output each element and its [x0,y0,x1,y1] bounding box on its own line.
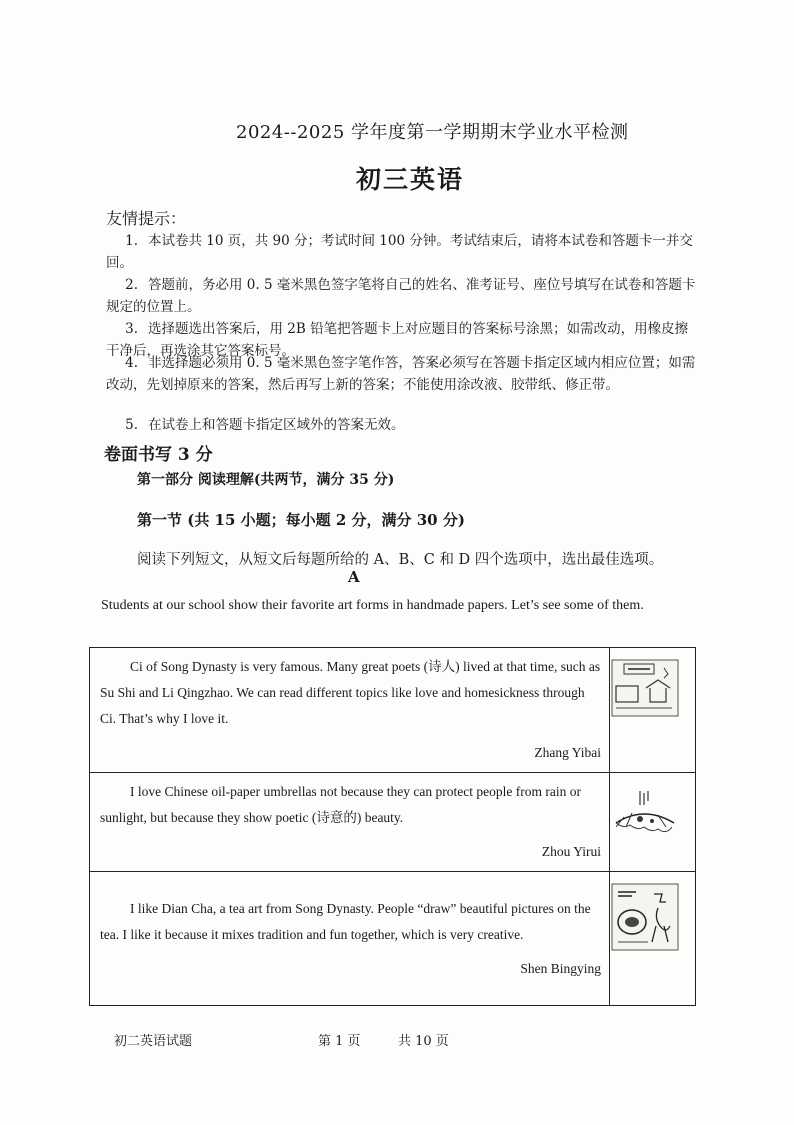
tip-item [106,414,696,436]
entry-text-cell [90,648,610,773]
table-row [90,648,696,773]
passage-letter: A [348,568,360,586]
art-forms-table [89,647,696,1006]
handwriting-score-line: 卷面书写 3 分 [104,445,213,465]
footer-total-pages: 共 10 页 [398,1034,449,1049]
umbrella-drawing-picture [610,783,680,843]
reading-instruction: 阅读下列短文，从短文后每题所给的 A、B、C 和 D 四个选项中，选出最佳选项。 [137,552,664,568]
table-row [90,872,696,1006]
entry-text: I love Chinese oil-paper umbrellas not because they can protect people from rain or sunlight, but because they show poetic (诗意的) beauty. [100,784,581,825]
tip-number: 5. [125,417,138,433]
tip-text: 答题前，务必用 0. 5 毫米黑色签字笔将自己的姓名、准考证号、座位号填写在试卷和答题卡规定的位置上。 [106,277,696,315]
passage-intro: Students at our school show their favorite art forms in handmade papers. Let’s see some of them. [101,598,644,613]
entry-picture-cell [610,773,696,872]
tip-item [106,230,696,274]
exam-subject: 初三英语 [356,165,465,194]
entry-picture-cell [610,648,696,773]
entry-text: I like Dian Cha, a tea art from Song Dynasty. People “draw” beautiful pictures on the tea. I like it because it mixes tradition and fun together, which is very creative. [100,901,591,942]
tip-text: 在试卷上和答题卡指定区域外的答案无效。 [148,417,405,433]
footer-subject: 初二英语试题 [114,1034,193,1049]
tip-text: 选择题选出答案后，用 2B 铅笔把答题卡上对应题目的答案标号涂黑；如需改动，用橡皮擦干净后，再选涂其它答案标号。 [106,321,689,359]
entry-author: Zhou Yirui [541,844,601,859]
footer-page: 第 1 页 [318,1034,361,1049]
tip-text: 非选择题必须用 0. 5 毫米黑色签字笔作答，答案必须写在答题卡指定区域内相应位置；如需改动，先划掉原来的答案，然后再写上新的答案；不能使用涂改液、胶带纸、修正带。 [106,355,696,393]
tip-number: 2. [125,277,138,293]
tip-text: 本试卷共 10 页，共 90 分；考试时间 100 分钟。考试结束后，请将本试卷和答题卡一并交回。 [106,233,693,271]
section-heading: 第一节 (共 15 小题；每小题 2 分，满分 30 分) [137,511,465,529]
entry-text-cell [90,872,610,1006]
tip-number: 4. [125,355,138,371]
tea-art-drawing-picture [610,882,680,952]
exam-title: 2024--2025 学年度第一学期期末学业水平检测 [236,122,629,143]
entry-text: Ci of Song Dynasty is very famous. Many great poets (诗人) lived at that time, such as Su Shi and Li Qingzhao. We can read different topics like love and homesickness through Ci. That’s why I love it. [100,659,601,726]
entry-picture-cell [610,872,696,1006]
entry-author: Zhang Yibai [534,745,601,760]
table-row [90,773,696,872]
tip-number: 3. [125,321,138,337]
tip-item [106,352,696,396]
handwritten-ci-poem-picture [610,658,680,718]
tip-item [106,274,696,318]
part-heading: 第一部分 阅读理解(共两节，满分 35 分) [137,472,395,488]
tip-number: 1. [125,233,138,249]
entry-text-cell [90,773,610,872]
tips-heading: 友情提示： [106,209,187,228]
entry-author: Shen Bingying [520,961,601,976]
